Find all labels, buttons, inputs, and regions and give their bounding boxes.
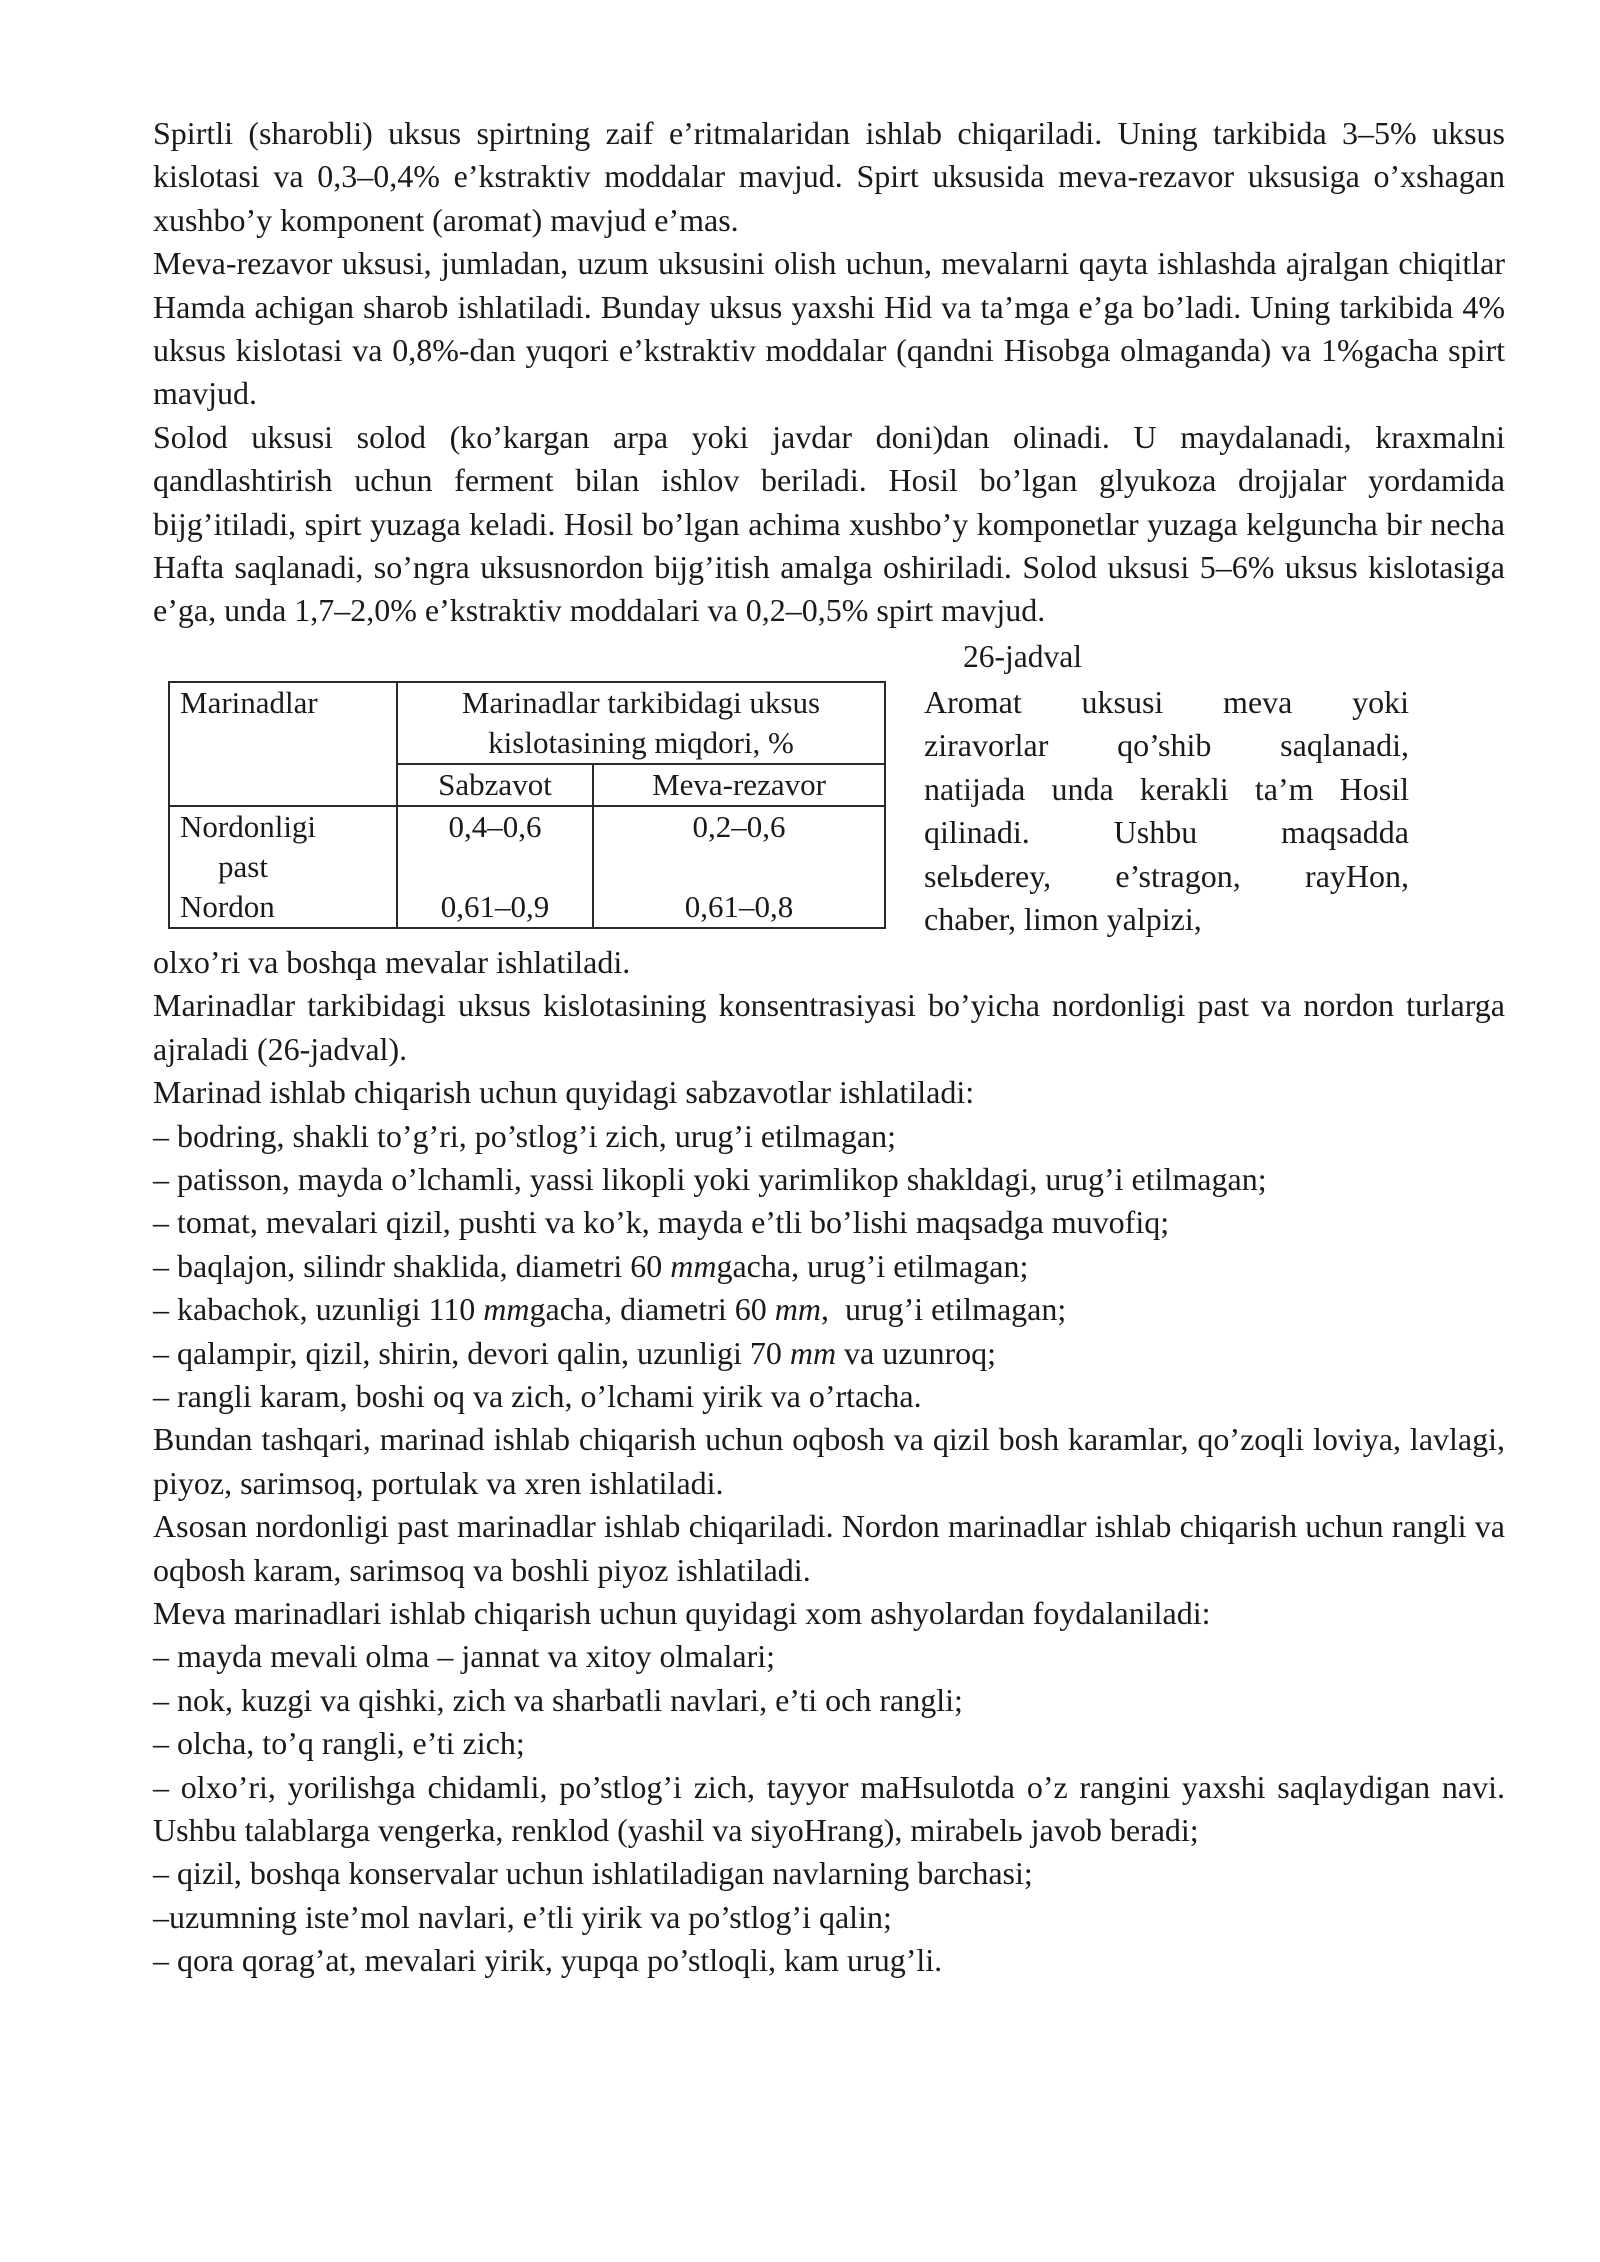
list-item-kabachok: – kabachok, uzunligi 110 mmgacha, diametri 60 mm, urug’i etilmagan; <box>153 1291 1067 1328</box>
document-page <box>153 112 1505 1983</box>
paragraph-meva-marinadlari: Meva marinadlari ishlab chiqarish uchun quyidagi xom ashyolardan foydalaniladi: <box>153 1594 1211 1631</box>
list-item: – olcha, to’q rangli, e’ti zich; <box>153 1725 525 1762</box>
table-row <box>169 887 885 928</box>
side-line: qilinadi. Ushbu maqsadda <box>924 814 1409 851</box>
paragraph-spirt-uksus: Spirtli (sharobli) uksus spirtning zaif e’ritmalaridan ishlab chiqariladi. Uning tarkibida 3–5% uksus kislotasi va 0,3–0,4% e’kstraktiv moddalar mavjud. Spirt uksusida meva-rezavor uksusiga o’xshagan xushbo’y komponent (aromat) mavjud e’mas. <box>153 115 1505 238</box>
cell-meva-past: 0,2–0,6 <box>593 806 885 887</box>
header-marinadlar: Marinadlar <box>169 682 397 806</box>
side-line: ziravorlar qo’shib saqlanadi, <box>924 727 1409 764</box>
table-caption: 26-jadval <box>963 638 1082 674</box>
header-acid-content: Marinadlar tarkibidagi uksus kislotasining miqdori, % <box>397 682 885 764</box>
side-line: chaber, limon yalpizi, <box>924 900 1202 937</box>
paragraph-asosan: Asosan nordonligi past marinadlar ishlab chiqariladi. Nordon marinadlar ishlab chiqarish uchun rangli va oqbosh karam, sarimsoq va boshli piyoz ishlatiladi. <box>153 1508 1505 1588</box>
side-line: selьderey, e’stragon, rayHon, <box>924 857 1409 894</box>
paragraph-meva-uksus: Meva-rezavor uksusi, jumladan, uzum uksusini olish uchun, mevalarni qayta ishlashda ajralgan chiqitlar Hamda achigan sharob ishlatiladi. Bunday uksus yaxshi Hid va ta’mga e’ga bo’ladi. Uning tarkibida 4% uksus kislotasi va 0,8%-dan yuqori e’kstraktiv moddalar (qandni Hisobga olmaganda) va 1%gacha spirt mavjud. <box>153 245 1505 412</box>
list-item: – mayda mevali olma – jannat va xitoy olmalari; <box>153 1638 776 1675</box>
row-label-nordonligi-past <box>169 806 397 887</box>
paragraph-sabzavotlar-intro: Marinad ishlab chiqarish uchun quyidagi sabzavotlar ishlatiladi: <box>153 1074 975 1111</box>
table-caption-row <box>153 633 1505 681</box>
continuation-line: olxo’ri va boshqa mevalar ishlatiladi. <box>153 943 631 980</box>
subheader-sabzavot: Sabzavot <box>397 764 593 806</box>
acid-content-table <box>168 681 886 929</box>
table-section <box>153 681 1505 941</box>
table-row <box>169 806 885 887</box>
list-item: –uzumning iste’mol navlari, e’tli yirik va po’stlog’i qalin; <box>153 1898 892 1935</box>
row-label-nordon: Nordon <box>169 887 397 928</box>
cell-sabzavot-nordon: 0,61–0,9 <box>397 887 593 928</box>
row-label-line1: Nordonligi <box>180 808 317 844</box>
paragraph-solod-uksus: Solod uksusi solod (ko’kargan arpa yoki javdar doni)dan olinadi. U maydalanadi, kraxmalni qandlashtirish uchun ferment bilan ishlov beriladi. Hosil bo’lgan glyukoza drojjalar yordamida bijg’itiladi, spirt yuzaga keladi. Hosil bo’lgan achima xushbo’y komponetlar yuzaga kelguncha bir necha Hafta saqlanadi, so’ngra uksusnordon bijg’itish amalga oshiriladi. Solod uksusi 5–6% uksus kislotasiga e’ga, unda 1,7–2,0% e’kstraktiv moddalari va 0,2–0,5% spirt mavjud. <box>153 418 1505 629</box>
table-header-row <box>169 682 885 764</box>
cell-meva-nordon: 0,61–0,8 <box>593 887 885 928</box>
subheader-meva-rezavor: Meva-rezavor <box>593 764 885 806</box>
row-label-line2: past <box>218 848 268 884</box>
list-item: – nok, kuzgi va qishki, zich va sharbatli navlari, e’ti och rangli; <box>153 1681 963 1718</box>
cell-sabzavot-past: 0,4–0,6 <box>397 806 593 887</box>
side-line: natijada unda kerakli ta’m Hosil <box>924 770 1409 807</box>
list-item: – qizil, boshqa konservalar uchun ishlatiladigan navlarning barchasi; <box>153 1855 1033 1892</box>
paragraph-konsentrasiya: Marinadlar tarkibidagi uksus kislotasining konsentrasiyasi bo’yicha nordonligi past va nordon turlarga ajraladi (26-jadval). <box>153 987 1505 1067</box>
list-item-olxori: – olxo’ri, yorilishga chidamli, po’stlog’i zich, tayyor maHsulotda o’z rangini yaxshi saqlaydigan navi. Ushbu talablarga vengerka, renklod (yashil va siyoHrang), mirabelь javob beradi; <box>153 1768 1505 1848</box>
list-item: – tomat, mevalari qizil, pushti va ko’k, mayda e’tli bo’lishi maqsadga muvofiq; <box>153 1204 1170 1241</box>
side-text-aromat <box>924 681 1409 941</box>
side-line: Aromat uksusi meva yoki <box>924 683 1409 720</box>
list-item-qalampir: – qalampir, qizil, shirin, devori qalin, uzunligi 70 mm va uzunroq; <box>153 1334 996 1371</box>
list-item: – rangli karam, boshi oq va zich, o’lchami yirik va o’rtacha. <box>153 1377 922 1414</box>
list-item: – bodring, shakli to’g’ri, po’stlog’i zich, urug’i etilmagan; <box>153 1117 896 1154</box>
list-item: – qora qorag’at, mevalari yirik, yupqa po’stloqli, kam urug’li. <box>153 1942 943 1979</box>
paragraph-bundan-tashqari: Bundan tashqari, marinad ishlab chiqarish uchun oqbosh va qizil bosh karamlar, qo’zoqli loviya, lavlagi, piyoz, sarimsoq, portulak va xren ishlatiladi. <box>153 1421 1505 1501</box>
list-item: – patisson, mayda o’lchamli, yassi likopli yoki yarimlikop shakldagi, urug’i etilmagan; <box>153 1160 1267 1197</box>
list-item-baqlajon: – baqlajon, silindr shaklida, diametri 60 mmgacha, urug’i etilmagan; <box>153 1247 1029 1284</box>
